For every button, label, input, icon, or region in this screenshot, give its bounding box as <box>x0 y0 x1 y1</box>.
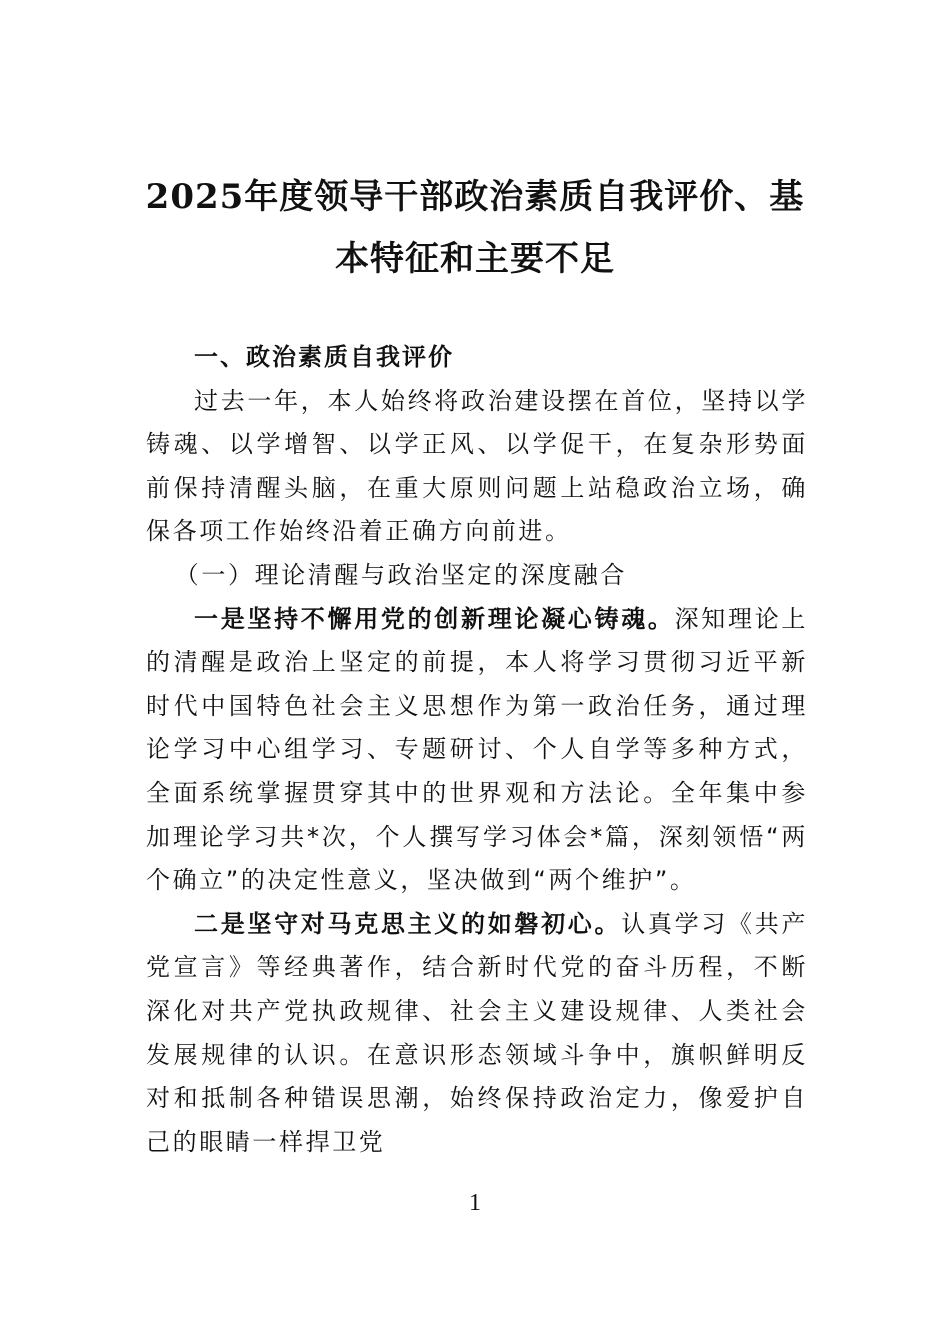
point-lead-1: 一是坚持不懈用党的创新理论凝心铸魂。 <box>194 604 675 633</box>
point-text-1: 深知理论上的清醒是政治上坚定的前提，本人将学习贯彻习近平新时代中国特色社会主义思想作为第一政治任务，通过理论学习中心组学习、专题研讨、个人自学等多种方式，全面系统掌握贯穿其中的世界观和方法论。全年集中参加理论学习共*次，个人撰写学习体会*篇，深刻领悟“两个确立”的决定性意义，坚决做到“两个维护”。 <box>146 604 808 895</box>
point-paragraph-1 <box>146 598 808 903</box>
section-heading: 一、政治素质自我评价 <box>194 343 454 371</box>
subsection-heading: （一）理论清醒与政治坚定的深度融合 <box>174 560 627 589</box>
point-paragraph-2 <box>146 903 808 1165</box>
document-body <box>146 336 808 1164</box>
document-title: 2025年度领导干部政治素质自我评价、基本特征和主要不足 <box>145 177 805 279</box>
point-text-2: 认真学习《共产党宣言》等经典著作，结合新时代党的奋斗历程，不断深化对共产党执政规律、社会主义建设规律、人类社会发展规律的认识。在意识形态领域斗争中，旗帜鲜明反对和抵制各种错误思潮，始终保持政治定力，像爱护自己的眼睛一样捍卫党 <box>146 909 808 1156</box>
point-lead-2: 二是坚守对马克思主义的如磐初心。 <box>194 909 622 938</box>
section-intro-paragraph: 过去一年，本人始终将政治建设摆在首位，坚持以学铸魂、以学增智、以学正风、以学促干，在复杂形势面前保持清醒头脑，在重大原则问题上站稳政治立场，确保各项工作始终沿着正确方向前进。 <box>146 386 808 546</box>
page-number: 1 <box>469 1190 481 1216</box>
